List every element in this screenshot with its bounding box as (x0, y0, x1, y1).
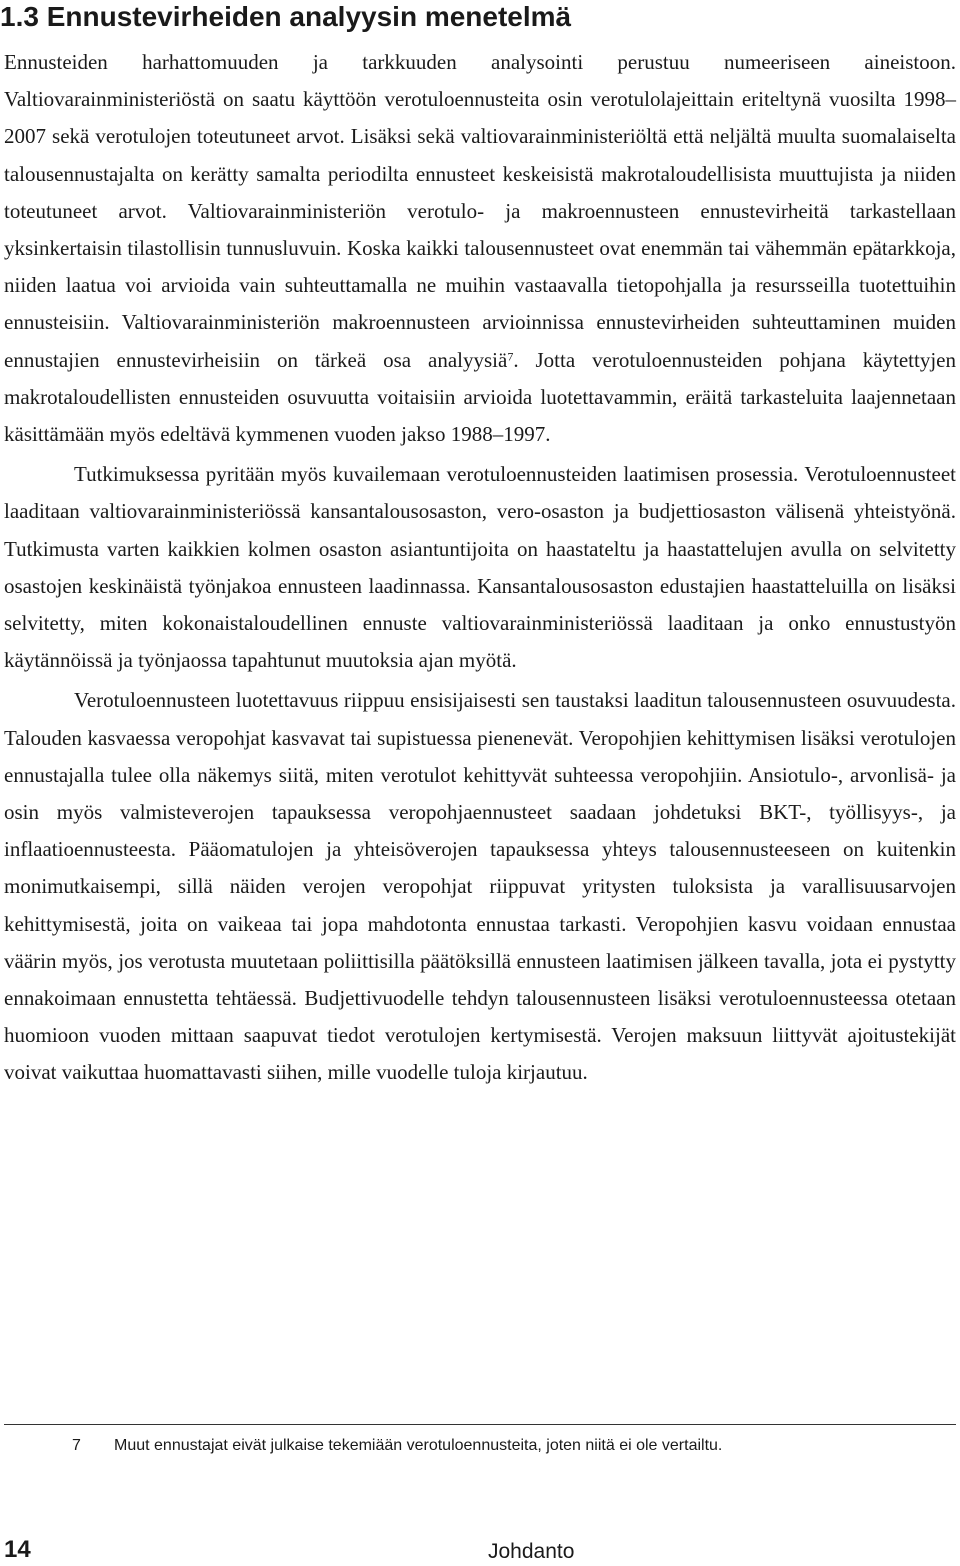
footnote-number: 7 (72, 1437, 81, 1454)
footnote-text: Muut ennustajat eivät julkaise tekemiään verotuloennusteita, joten niitä ei ole vertailtu. (114, 1437, 723, 1454)
footnote-reference[interactable]: 7 (507, 349, 514, 364)
paragraph-2: Tutkimuksessa pyritään myös kuvailemaan verotuloennusteiden laatimisen prosessia. Verotuloennusteet laaditaan valtiovarainministeriössä kansantalousosaston, vero-osaston ja budjettiosaston välisenä yhteistyönä. Tutkimusta varten kaikkien kolmen osaston asiantuntijoita on haastateltu ja haastattelujen avulla on selvitetty osastojen keskinäistä työnjakoa ennusteen laadinnassa. Kansantalousosaston edustajien haastatteluilla on lisäksi selvitetty, miten kokonaistaloudellinen ennuste valtiovarainministeriössä laaditaan ja onko ennustustyön käytännöissä ja työnjaossa tapahtunut muutoksia ajan myötä. (4, 462, 956, 673)
paragraph-3: Verotuloennusteen luotettavuus riippuu ensisijaisesti sen taustaksi laaditun talousennusteen osuvuudesta. Talouden kasvaessa veropohjat kasvavat tai supistuessa pienenevät. Veropohjien kehittymisen lisäksi verotulojen ennustajalla tulee olla näkemys siitä, miten verotulot kehittyvät suhteessa veropohjiin. Ansiotulo-, arvonlisä- ja osin myös valmisteverojen tapauksessa veropohjaennusteet saadaan johdetuksi BKT-, työllisyys-, ja inflaatioennusteesta. Pääomatulojen ja yhteisöverojen tapauksessa yhteys talousennusteeseen on kuitenkin monimutkaisempi, sillä näiden verojen veropohjat riippuvat yritysten tuloksista ja varallisuusarvojen kehittymisestä, joita on vaikeaa tai jopa mahdotonta ennustaa tarkasti. Veropohjien kasvu voidaan ennustaa väärin myös, jos verotusta muutetaan poliittisilla päätöksillä ennusteen laatimisen jälkeen tavalla, jota ei pystytty ennakoimaan ennustetta tehtäessä. Budjettivuodelle tehdyn talousennusteen lisäksi verotuloennusteessa otetaan huomioon vuoden mittaan saapuvat tiedot verotulojen kertymisestä. Verojen maksuun liittyvät ajoitustekijät voivat vaikuttaa huomattavasti siihen, mille vuodelle tuloja kirjautuu. (4, 688, 956, 1085)
paragraph-1-text-part-a: Ennusteiden harhattomuuden ja tarkkuuden analysointi perustuu numeeriseen aineistoon. Valtiovarainministeriöstä on saatu käyttöön verotuloennusteita osin verotulolajeittain eriteltynä vuosilta 1998–2007 sekä verotulojen toteutuneet arvot. Lisäksi sekä valtiovarainministeriöltä että neljältä muulta suomalaiselta talousennustajalta on kerätty samalta periodilta ennusteet keskeisistä makrotaloudellisista muuttujista ja niiden toteutuneet arvot. Valtiovarainministeriön verotulo- ja makroennusteen ennustevirheitä tarkastellaan yksinkertaisin tilastollisin tunnusluvuin. Koska kaikki talousennusteet ovat enemmän tai vähemmän epätarkkoja, niiden laatua voi arvioida vain suhteuttamalla ne muihin vastaavalla tietopohjalla ja resursseilla tuotettuihin ennusteisiin. Valtiovarainministeriön makroennusteen arvioinnissa ennustevirheiden suhteuttaminen muiden ennustajien ennustevirheisiin on tärkeä osa analyysiä (4, 50, 956, 372)
section-heading: 1.3 Ennustevirheiden analyysin menetelmä (0, 1, 572, 32)
body-text (4, 44, 956, 1092)
page-number: 14 (4, 1536, 31, 1563)
footnote-divider (4, 1424, 956, 1425)
running-footer: Johdanto (488, 1540, 575, 1563)
paragraph-1-text-part-b: . Jotta verotuloennusteiden pohjana käytettyjen makrotaloudellisten ennusteiden osuvuutta voitaisiin arvioida luotettavammin, eräitä tarkasteluita laajennetaan käsittämään myös edeltävä kymmenen vuoden jakso 1988–1997. (4, 347, 956, 447)
paragraph-1 (4, 44, 956, 453)
footnote (72, 1434, 952, 1458)
